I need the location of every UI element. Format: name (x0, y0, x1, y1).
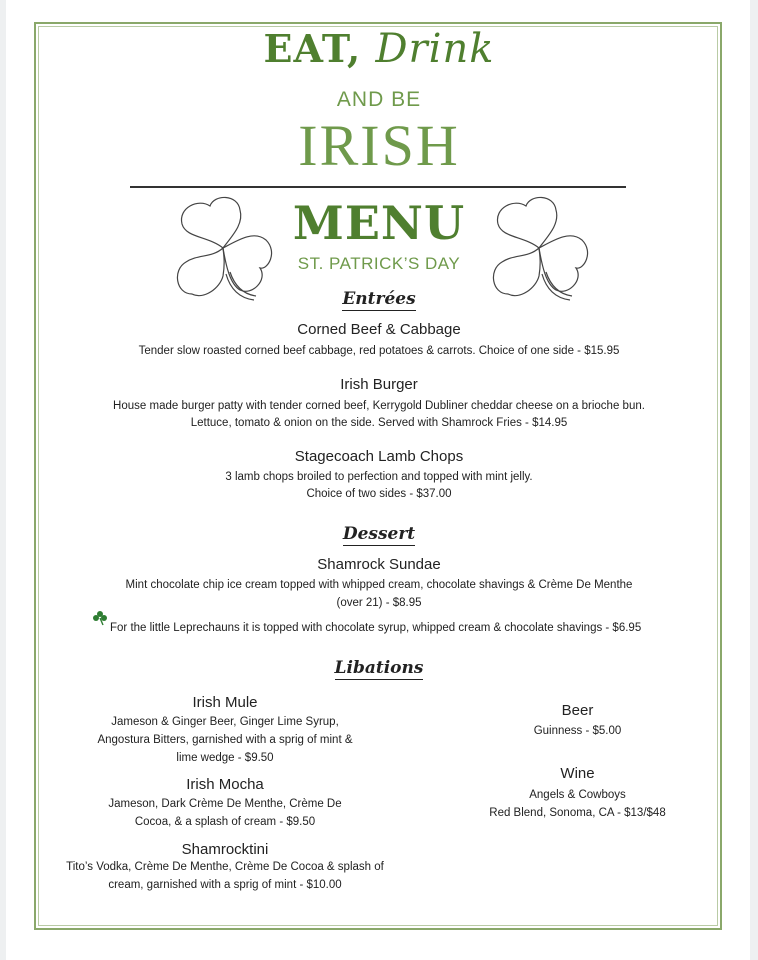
drink-description: Cocoa, & a splash of cream - $9.50 (134, 816, 316, 828)
entree-description: Tender slow roasted corned beef cabbage, red potatoes & carrots. Choice of one side - $15.95 (138, 345, 620, 357)
drink-description: Guinness - $5.00 (533, 725, 622, 737)
comma-text: , (347, 26, 362, 71)
drink-description: Angels & Cowboys (529, 789, 626, 801)
shamrock-icon (92, 610, 108, 626)
entree-description: Choice of two sides - $37.00 (306, 488, 452, 500)
dessert-name: Shamrock Sundae (317, 556, 441, 573)
entree-description: House made burger patty with tender corned beef, Kerrygold Dubliner cheddar cheese on a brioche bun. (113, 400, 645, 412)
drink-description: Jameson & Ginger Beer, Ginger Lime Syrup, (111, 716, 339, 728)
drink-description: Red Blend, Sonoma, CA - $13/$48 (489, 807, 666, 819)
drink-name: Irish Mule (192, 694, 258, 711)
drink-name: Beer (561, 702, 594, 719)
drink-name: Irish Mocha (186, 776, 264, 793)
eat-drink-heading (0, 26, 758, 72)
entrees-heading: Entrées (342, 289, 416, 309)
kids-sundae-note: For the little Leprechauns it is topped with chocolate syrup, whipped cream & chocolate shavings - $6.95 (110, 622, 642, 634)
dessert-heading: Dessert (342, 524, 416, 544)
entree-name: Corned Beef & Cabbage (297, 321, 461, 338)
drink-name: Shamrocktini (181, 841, 269, 858)
drink-text: Drink (375, 26, 495, 72)
drink-description: cream, garnished with a sprig of mint - $10.00 (108, 879, 342, 891)
drink-description: lime wedge - $9.50 (176, 752, 274, 764)
st-patricks-day-subtitle: ST. PATRICK’S DAY (297, 254, 461, 273)
and-be-text: AND BE (336, 88, 422, 111)
dessert-description: (over 21) - $8.95 (336, 597, 422, 609)
entree-description: Lettuce, tomato & onion on the side. Served with Shamrock Fries - $14.95 (190, 417, 568, 429)
entree-name: Stagecoach Lamb Chops (294, 448, 464, 465)
libations-heading: Libations (334, 658, 424, 678)
entree-description: 3 lamb chops broiled to perfection and topped with mint jelly. (225, 471, 533, 483)
eat-text: EAT (263, 26, 348, 71)
divider-line (130, 186, 626, 188)
entree-name: Irish Burger (340, 376, 418, 393)
irish-heading: IRISH (298, 113, 460, 178)
menu-heading: MENU (292, 196, 466, 250)
dessert-description: Mint chocolate chip ice cream topped with whipped cream, chocolate shavings & Crème De Menthe (125, 579, 633, 591)
drink-description: Tito’s Vodka, Crème De Menthe, Crème De Cocoa & splash of (66, 861, 384, 873)
drink-name: Wine (560, 765, 595, 782)
drink-description: Jameson, Dark Crème De Menthe, Crème De (108, 798, 342, 810)
drink-description: Angostura Bitters, garnished with a sprig of mint & (97, 734, 353, 746)
